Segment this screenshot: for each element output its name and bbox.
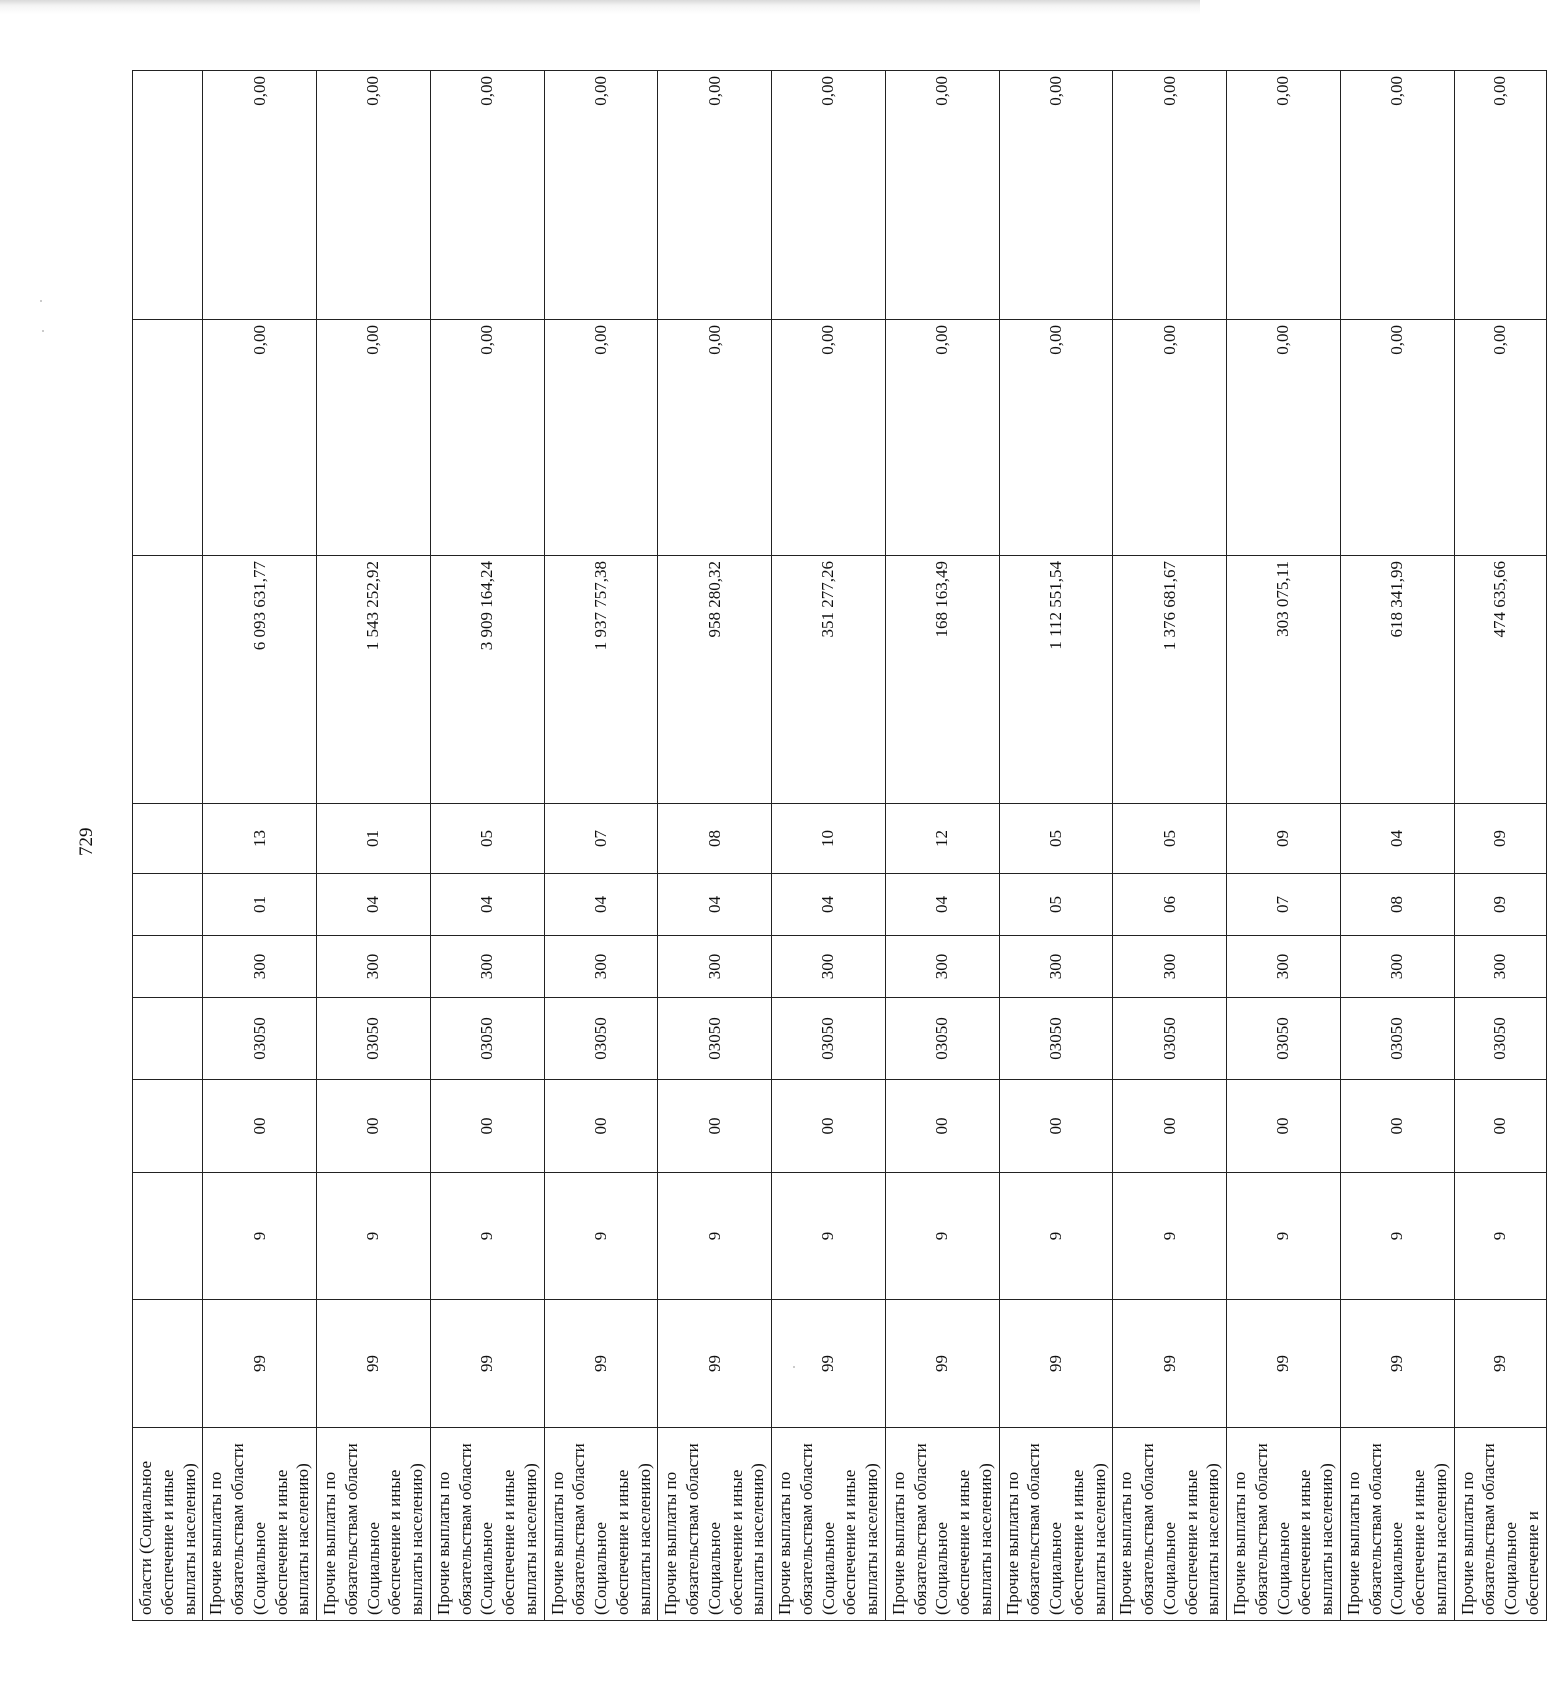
amount-2-cell: 0,00: [203, 320, 317, 556]
subprogram-code-cell: 9: [1227, 1173, 1341, 1300]
subprogram-code-cell: 9: [203, 1173, 317, 1300]
amount-3-cell: 0,00: [658, 71, 772, 320]
subprogram-code-cell: 9: [317, 1173, 431, 1300]
expense-type-cell: 300: [1113, 936, 1227, 998]
amount-3-cell: 0,00: [430, 71, 544, 320]
section-cell: 04: [658, 874, 772, 936]
direction-code-cell: 03050: [999, 998, 1113, 1080]
amount-cell: 958 280,32: [658, 556, 772, 804]
group-code-cell: 00: [544, 1080, 658, 1173]
subsection-cell: 05: [430, 804, 544, 874]
section-cell: 09: [1454, 874, 1546, 936]
amount-cell: 1 112 551,54: [999, 556, 1113, 804]
table-row: [544, 71, 658, 1621]
subsection-cell: 05: [1113, 804, 1227, 874]
amount-cell: 1 937 757,38: [544, 556, 658, 804]
empty-cell: [133, 998, 203, 1080]
row-description: Прочие выплаты по обязательствам области (Социальное обеспечение и иные выплаты населению): [999, 1428, 1113, 1621]
expense-type-cell: 300: [430, 936, 544, 998]
section-cell: 07: [1227, 874, 1341, 936]
empty-cell: [133, 1300, 203, 1428]
table-row: [772, 71, 886, 1621]
direction-code-cell: 03050: [544, 998, 658, 1080]
direction-code-cell: 03050: [885, 998, 999, 1080]
expense-type-cell: 300: [1340, 936, 1454, 998]
amount-cell: 474 635,66: [1454, 556, 1546, 804]
subsection-cell: 08: [658, 804, 772, 874]
table-body: [133, 71, 1547, 1621]
empty-cell: [133, 1173, 203, 1300]
table-row: [317, 71, 431, 1621]
program-code-cell: 99: [1454, 1300, 1546, 1428]
scan-top-edge: [0, 0, 1200, 14]
section-cell: 04: [544, 874, 658, 936]
table-row: [999, 71, 1113, 1621]
direction-code-cell: 03050: [658, 998, 772, 1080]
amount-cell: 618 341,99: [1340, 556, 1454, 804]
program-code-cell: 99: [1340, 1300, 1454, 1428]
subsection-cell: 05: [999, 804, 1113, 874]
direction-code-cell: 03050: [203, 998, 317, 1080]
expense-type-cell: 300: [658, 936, 772, 998]
program-code-cell: 99: [430, 1300, 544, 1428]
section-cell: 04: [430, 874, 544, 936]
empty-cell: [133, 874, 203, 936]
subsection-cell: 10: [772, 804, 886, 874]
amount-cell: 1 543 252,92: [317, 556, 431, 804]
scan-speck: [42, 330, 44, 332]
amount-cell: 168 163,49: [885, 556, 999, 804]
subsection-cell: 01: [317, 804, 431, 874]
group-code-cell: 00: [1340, 1080, 1454, 1173]
row-description: Прочие выплаты по обязательствам области (Социальное обеспечение и иные выплаты населению): [1113, 1428, 1227, 1621]
budget-table: [132, 70, 1547, 1621]
scan-speck: [40, 300, 42, 302]
amount-3-cell: 0,00: [317, 71, 431, 320]
expense-type-cell: 300: [1227, 936, 1341, 998]
section-cell: 01: [203, 874, 317, 936]
group-code-cell: 00: [1113, 1080, 1227, 1173]
table-row-continuation: [133, 71, 203, 1621]
subsection-cell: 13: [203, 804, 317, 874]
amount-3-cell: 0,00: [1113, 71, 1227, 320]
row-description: области (Социальное обеспечение и иные выплаты населению): [133, 1428, 203, 1621]
expense-type-cell: 300: [772, 936, 886, 998]
subprogram-code-cell: 9: [1454, 1173, 1546, 1300]
amount-3-cell: 0,00: [885, 71, 999, 320]
row-description: Прочие выплаты по обязательствам области (Социальное обеспечение и иные выплаты населению): [544, 1428, 658, 1621]
program-code-cell: 99: [1227, 1300, 1341, 1428]
amount-3-cell: 0,00: [544, 71, 658, 320]
empty-cell: [133, 71, 203, 320]
amount-2-cell: 0,00: [544, 320, 658, 556]
row-description: Прочие выплаты по обязательствам области (Социальное обеспечение и иные выплаты населению): [317, 1428, 431, 1621]
amount-3-cell: 0,00: [999, 71, 1113, 320]
subprogram-code-cell: 9: [1340, 1173, 1454, 1300]
table-row: [203, 71, 317, 1621]
row-description: Прочие выплаты по обязательствам области (Социальное обеспечение и иные выплаты населению): [772, 1428, 886, 1621]
expense-type-cell: 300: [999, 936, 1113, 998]
subsection-cell: 09: [1454, 804, 1546, 874]
program-code-cell: 99: [999, 1300, 1113, 1428]
amount-3-cell: 0,00: [203, 71, 317, 320]
group-code-cell: 00: [658, 1080, 772, 1173]
subsection-cell: 12: [885, 804, 999, 874]
amount-cell: 303 075,11: [1227, 556, 1341, 804]
expense-type-cell: 300: [317, 936, 431, 998]
direction-code-cell: 03050: [1454, 998, 1546, 1080]
table-row: [430, 71, 544, 1621]
direction-code-cell: 03050: [317, 998, 431, 1080]
row-description: Прочие выплаты по обязательствам области (Социальное обеспечение и иные выплаты населению): [1340, 1428, 1454, 1621]
subprogram-code-cell: 9: [1113, 1173, 1227, 1300]
program-code-cell: 99: [317, 1300, 431, 1428]
amount-cell: 3 909 164,24: [430, 556, 544, 804]
group-code-cell: 00: [430, 1080, 544, 1173]
amount-2-cell: 0,00: [772, 320, 886, 556]
amount-2-cell: 0,00: [1454, 320, 1546, 556]
amount-cell: 351 277,26: [772, 556, 886, 804]
empty-cell: [133, 556, 203, 804]
direction-code-cell: 03050: [1113, 998, 1227, 1080]
row-description: Прочие выплаты по обязательствам области (Социальное обеспечение и иные выплаты населению): [1227, 1428, 1341, 1621]
row-description: Прочие выплаты по обязательствам области (Социальное обеспечение и иные выплаты населению): [658, 1428, 772, 1621]
subsection-cell: 04: [1340, 804, 1454, 874]
row-description: Прочие выплаты по обязательствам области (Социальное обеспечение и иные выплаты населению): [430, 1428, 544, 1621]
amount-cell: 6 093 631,77: [203, 556, 317, 804]
section-cell: 08: [1340, 874, 1454, 936]
group-code-cell: 00: [317, 1080, 431, 1173]
amount-2-cell: 0,00: [999, 320, 1113, 556]
amount-3-cell: 0,00: [1227, 71, 1341, 320]
subsection-cell: 09: [1227, 804, 1341, 874]
section-cell: 04: [317, 874, 431, 936]
row-description: Прочие выплаты по обязательствам области (Социальное обеспечение и иные выплаты населению): [885, 1428, 999, 1621]
program-code-cell: 99: [658, 1300, 772, 1428]
program-code-cell: 99: [1113, 1300, 1227, 1428]
group-code-cell: 00: [1227, 1080, 1341, 1173]
expense-type-cell: 300: [885, 936, 999, 998]
expense-type-cell: 300: [1454, 936, 1546, 998]
page-number: 729: [76, 827, 97, 856]
direction-code-cell: 03050: [430, 998, 544, 1080]
amount-2-cell: 0,00: [658, 320, 772, 556]
amount-3-cell: 0,00: [1340, 71, 1454, 320]
empty-cell: [133, 1080, 203, 1173]
subprogram-code-cell: 9: [544, 1173, 658, 1300]
amount-cell: 1 376 681,67: [1113, 556, 1227, 804]
group-code-cell: 00: [203, 1080, 317, 1173]
subprogram-code-cell: 9: [885, 1173, 999, 1300]
expense-type-cell: 300: [544, 936, 658, 998]
amount-3-cell: 0,00: [772, 71, 886, 320]
subprogram-code-cell: 9: [999, 1173, 1113, 1300]
program-code-cell: 99: [203, 1300, 317, 1428]
table-row: [885, 71, 999, 1621]
subprogram-code-cell: 9: [658, 1173, 772, 1300]
amount-2-cell: 0,00: [430, 320, 544, 556]
direction-code-cell: 03050: [1340, 998, 1454, 1080]
amount-2-cell: 0,00: [317, 320, 431, 556]
amount-2-cell: 0,00: [1113, 320, 1227, 556]
amount-2-cell: 0,00: [885, 320, 999, 556]
group-code-cell: 00: [772, 1080, 886, 1173]
program-code-cell: 99: [544, 1300, 658, 1428]
amount-3-cell: 0,00: [1454, 71, 1546, 320]
direction-code-cell: 03050: [772, 998, 886, 1080]
section-cell: 05: [999, 874, 1113, 936]
group-code-cell: 00: [999, 1080, 1113, 1173]
empty-cell: [133, 320, 203, 556]
subsection-cell: 07: [544, 804, 658, 874]
table-row: [658, 71, 772, 1621]
subprogram-code-cell: 9: [430, 1173, 544, 1300]
program-code-cell: 99: [885, 1300, 999, 1428]
empty-cell: [133, 936, 203, 998]
expense-type-cell: 300: [203, 936, 317, 998]
table-row: [1454, 71, 1546, 1621]
section-cell: 04: [885, 874, 999, 936]
program-code-cell: 99: [772, 1300, 886, 1428]
section-cell: 04: [772, 874, 886, 936]
amount-2-cell: 0,00: [1227, 320, 1341, 556]
direction-code-cell: 03050: [1227, 998, 1341, 1080]
table-row: [1113, 71, 1227, 1621]
subprogram-code-cell: 9: [772, 1173, 886, 1300]
empty-cell: [133, 804, 203, 874]
row-description: Прочие выплаты по обязательствам области (Социальное обеспечение и иные выплаты населению): [203, 1428, 317, 1621]
section-cell: 06: [1113, 874, 1227, 936]
rotated-table-container: [132, 71, 1542, 1621]
amount-2-cell: 0,00: [1340, 320, 1454, 556]
group-code-cell: 00: [1454, 1080, 1546, 1173]
group-code-cell: 00: [885, 1080, 999, 1173]
row-description: Прочие выплаты по обязательствам области (Социальное обеспечение и: [1454, 1428, 1546, 1621]
table-row: [1340, 71, 1454, 1621]
table-row: [1227, 71, 1341, 1621]
